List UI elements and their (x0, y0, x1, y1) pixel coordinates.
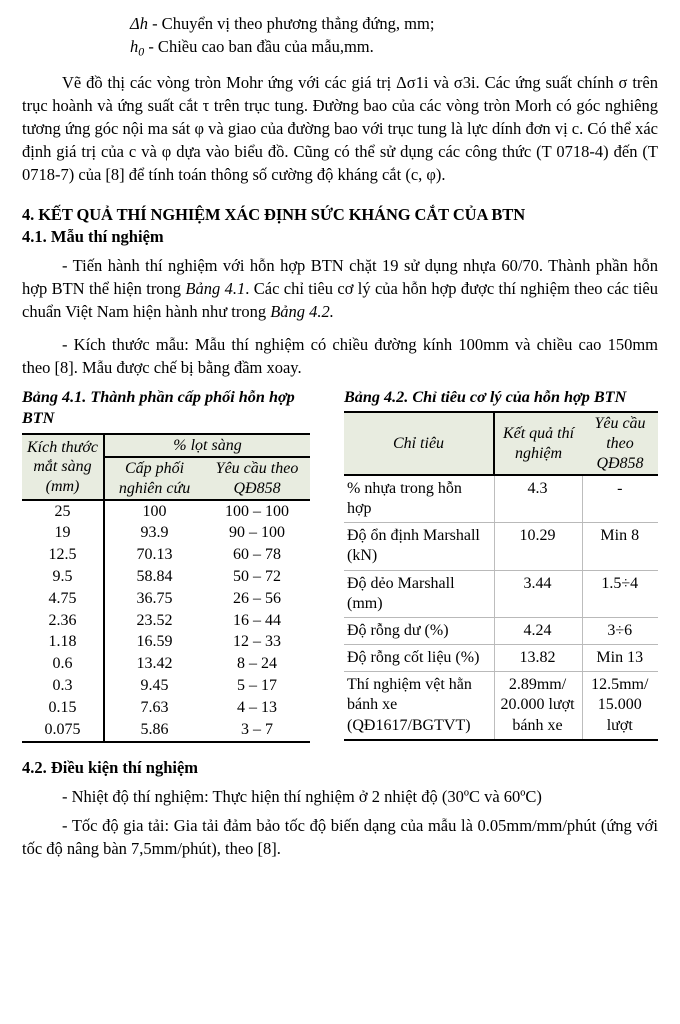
table-1-grading (22, 433, 310, 743)
definition-line-delta-h (22, 12, 658, 35)
table-row (344, 645, 658, 672)
cell-spec: 90 – 100 (229, 524, 285, 542)
cell-spec: Min 13 (582, 645, 658, 672)
paragraph-sample-size: - Kích thước mẫu: Mẫu thí nghiệm có chiều đường kính 100mm và chiều cao 150mm theo [8]. Mẫu được chế bị bằng đầm xoay. (22, 335, 658, 378)
table-2-caption: Bảng 4.2. Chỉ tiêu cơ lý của hỗn hợp BTN (344, 388, 627, 407)
cell-sieve-size: 1.18 (22, 632, 104, 654)
table-1-caption: Bảng 4.1. Thành phần cấp phối hỗn hợp BTN (22, 388, 295, 428)
cell-mix: 13.42 (136, 655, 173, 673)
table-row (344, 570, 658, 617)
cell-spec: 26 – 56 (233, 589, 281, 607)
cell-sieve-size: 0.15 (22, 697, 104, 719)
cell-mix: 7.63 (140, 698, 169, 716)
definition-text-h0: - Chiều cao ban đầu của mẫu,mm. (148, 37, 374, 57)
table-row (22, 545, 310, 567)
table-1-block (22, 387, 310, 742)
symbol-h0: $h_0$ (130, 37, 145, 59)
cell-sieve-size: 0.6 (22, 654, 104, 676)
cell-criteria: Độ ổn định Marshall (kN) (344, 523, 494, 570)
table-row (22, 588, 310, 610)
table-2-header-spec: Yêu cầu theo QĐ858 (582, 412, 658, 475)
paragraph-loading-rate: - Tốc độ gia tải: Gia tải đảm bảo tốc độ biến dạng của mẫu là 0.05mm/mm/phút (ứng với tốc độ nâng bàn 7,5mm/phút), theo [8]. (22, 815, 658, 858)
table-1-header-sieve-size: Kích thước mắt sàng (mm) (22, 434, 104, 501)
cell-result: 4.3 (494, 475, 582, 523)
cell-criteria: % nhựa trong hỗn hợp (344, 475, 494, 523)
heading-section-4: 4. KẾT QUẢ THÍ NGHIỆM XÁC ĐỊNH SỨC KHÁNG CẮT CỦA BTN (22, 205, 526, 225)
table-1-header-spec: Yêu cầu theo QĐ858 (204, 457, 310, 500)
paragraph-sample-mix (22, 254, 658, 323)
cell-spec: 12.5mm/ 15.000 lượt (582, 672, 658, 740)
table-row (22, 632, 310, 654)
table-row (22, 523, 310, 545)
reference-bang-4-2: Bảng 4.2. (270, 302, 334, 322)
cell-mix: 36.75 (136, 589, 173, 607)
cell-criteria: Thí nghiệm vệt hằn bánh xe (QĐ1617/BGTVT) (344, 672, 494, 740)
cell-sieve-size: 19 (22, 523, 104, 545)
cell-spec: 8 – 24 (237, 655, 277, 673)
cell-mix: 70.13 (136, 546, 173, 564)
cell-sieve-size: 4.75 (22, 588, 104, 610)
paragraph-test-temperature: - Nhiệt độ thí nghiệm: Thực hiện thí nghiệm ở 2 nhiệt độ (30ºC và 60ºC) (62, 786, 542, 806)
table-1-header-passing-group: % lọt sàng (104, 434, 310, 458)
cell-spec: 4 – 13 (237, 698, 277, 716)
cell-mix: 23.52 (136, 611, 173, 629)
cell-spec: 16 – 44 (233, 611, 281, 629)
cell-spec: 5 – 17 (237, 676, 277, 694)
cell-criteria: Độ dẻo Marshall (mm) (344, 570, 494, 617)
cell-result: 13.82 (494, 645, 582, 672)
cell-result: 2.89mm/ 20.000 lượt bánh xe (494, 672, 582, 740)
paragraph-sample-mix-part1: - Tiến hành thí nghiệm với hỗn hợp BTN chặt 19 sử dụng nhựa 60/70. Thành phần hỗn hợp BTN thể hiện trong (22, 255, 658, 299)
table-row (22, 675, 310, 697)
cell-result: 4.24 (494, 617, 582, 644)
cell-sieve-size: 9.5 (22, 566, 104, 588)
paragraph-sample-mix-part2: . Các chỉ tiêu cơ lý của hỗn hợp được thí nghiệm theo các tiêu chuẩn Việt Nam hiện hành như trong (22, 279, 658, 322)
table-row (22, 719, 310, 742)
cell-spec: 100 – 100 (225, 502, 289, 520)
cell-spec: Min 8 (582, 523, 658, 570)
cell-spec: 1.5÷4 (582, 570, 658, 617)
definition-line-h0 (22, 35, 658, 60)
symbol-delta-h: Δh (130, 14, 148, 33)
cell-sieve-size: 2.36 (22, 610, 104, 632)
table-2-body (344, 475, 658, 740)
table-row (22, 566, 310, 588)
table-2-header-criteria: Chỉ tiêu (344, 412, 494, 475)
cell-mix: 16.59 (136, 633, 173, 651)
table-row (22, 654, 310, 676)
cell-sieve-size: 12.5 (22, 545, 104, 567)
definition-text-delta-h: - Chuyển vị theo phương thẳng đứng, mm; (152, 14, 435, 33)
cell-spec: 12 – 33 (233, 633, 281, 651)
cell-spec: 50 – 72 (233, 567, 281, 585)
table-row (344, 523, 658, 570)
paragraph-mohr: Vẽ đồ thị các vòng tròn Mohr ứng với các giá trị Δσ1i và σ3i. Các ứng suất chính σ trên trục hoành và ứng suất cắt τ trên trục tung. Đường bao của các vòng tròn Morh có góc nghiêng tương ứng góc nội ma sát φ và giao của đường bao với trục tung là lực dính đơn vị c. Có thể xác định giá trị của c và φ dựa vào biểu đồ. Cũng có thể sử dụng các công thức (T 0718-4) đến (T 0718-7) của [8] để tính toán thông số cường độ kháng cắt (c, φ). (22, 72, 658, 184)
table-1-header-mix-design: Cấp phối nghiên cứu (104, 457, 204, 500)
cell-mix: 93.9 (140, 524, 169, 542)
cell-spec: - (582, 475, 658, 523)
cell-sieve-size: 25 (22, 500, 104, 523)
cell-criteria: Độ rỗng dư (%) (344, 617, 494, 644)
cell-result: 10.29 (494, 523, 582, 570)
heading-section-4-2: 4.2. Điều kiện thí nghiệm (22, 757, 199, 777)
table-1-body (22, 500, 310, 742)
tables-container (22, 387, 658, 742)
cell-spec: 3÷6 (582, 617, 658, 644)
table-2-head (344, 412, 658, 475)
table-2-properties (344, 411, 658, 740)
table-1-head (22, 434, 310, 501)
reference-bang-4-1: Bảng 4.1 (185, 279, 246, 299)
table-2-header-result: Kết quả thí nghiệm (494, 412, 582, 475)
cell-spec: 3 – 7 (204, 719, 310, 742)
table-row (344, 672, 658, 740)
table-row (344, 617, 658, 644)
cell-mix: 9.45 (140, 676, 169, 694)
cell-mix: 58.84 (136, 567, 173, 585)
table-row (22, 500, 310, 523)
cell-sieve-size: 0.075 (22, 719, 104, 742)
cell-sieve-size: 0.3 (22, 675, 104, 697)
table-row (344, 475, 658, 523)
table-row (22, 697, 310, 719)
cell-mix: 100 (142, 502, 167, 520)
heading-section-4-1: 4.1. Mẫu thí nghiệm (22, 227, 164, 246)
cell-result: 3.44 (494, 570, 582, 617)
cell-criteria: Độ rỗng cốt liệu (%) (344, 645, 494, 672)
table-row (22, 610, 310, 632)
cell-mix: 5.86 (104, 719, 204, 742)
table-2-block (344, 387, 658, 740)
cell-spec: 60 – 78 (233, 546, 281, 564)
